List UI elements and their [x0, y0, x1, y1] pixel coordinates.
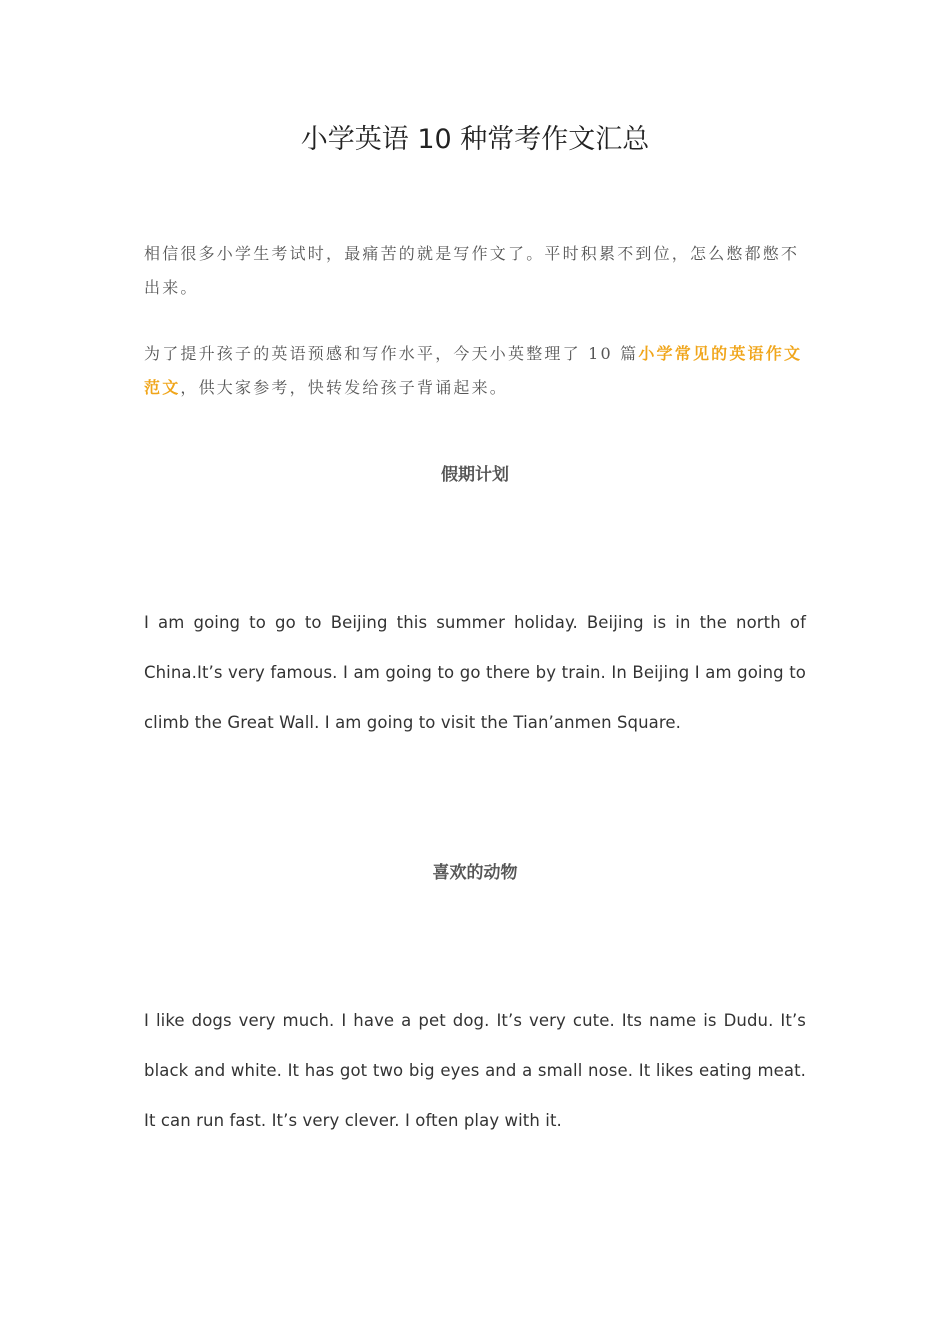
essay-favorite-animal: I like dogs very much. I have a pet dog. It’s very cute. Its name is Dudu. It’s black and white. It has got two big eyes and a small nose. It likes eating meat. It can run fast. It’s very clever. I often play with it.: [144, 1011, 806, 1130]
section-heading-holiday-plan: 假期计划: [441, 465, 509, 485]
intro-paragraph-2-text-after: ，供大家参考，快转发给孩子背诵起来。: [180, 378, 509, 397]
essay-holiday-plan: I am going to go to Beijing this summer holiday. Beijing is in the north of China.It’s very famous. I am going to go there by train. In Beijing I am going to climb the Great Wall. I am going to visit the Tian’anmen Square.: [144, 613, 806, 732]
highlight-link-text[interactable]: 小学常见的英语作文范文: [144, 344, 803, 397]
document-title: 小学英语 10 种常考作文汇总: [300, 124, 650, 155]
section-heading-favorite-animal: 喜欢的动物: [432, 863, 518, 883]
intro-paragraph-1: 相信很多小学生考试时，最痛苦的就是写作文了。平时积累不到位，怎么憋都憋不出来。: [144, 244, 800, 297]
intro-paragraph-2-text-before: 为了提升孩子的英语预感和写作水平，今天小英整理了 10 篇: [144, 344, 639, 363]
intro-paragraph-2: [144, 337, 806, 405]
